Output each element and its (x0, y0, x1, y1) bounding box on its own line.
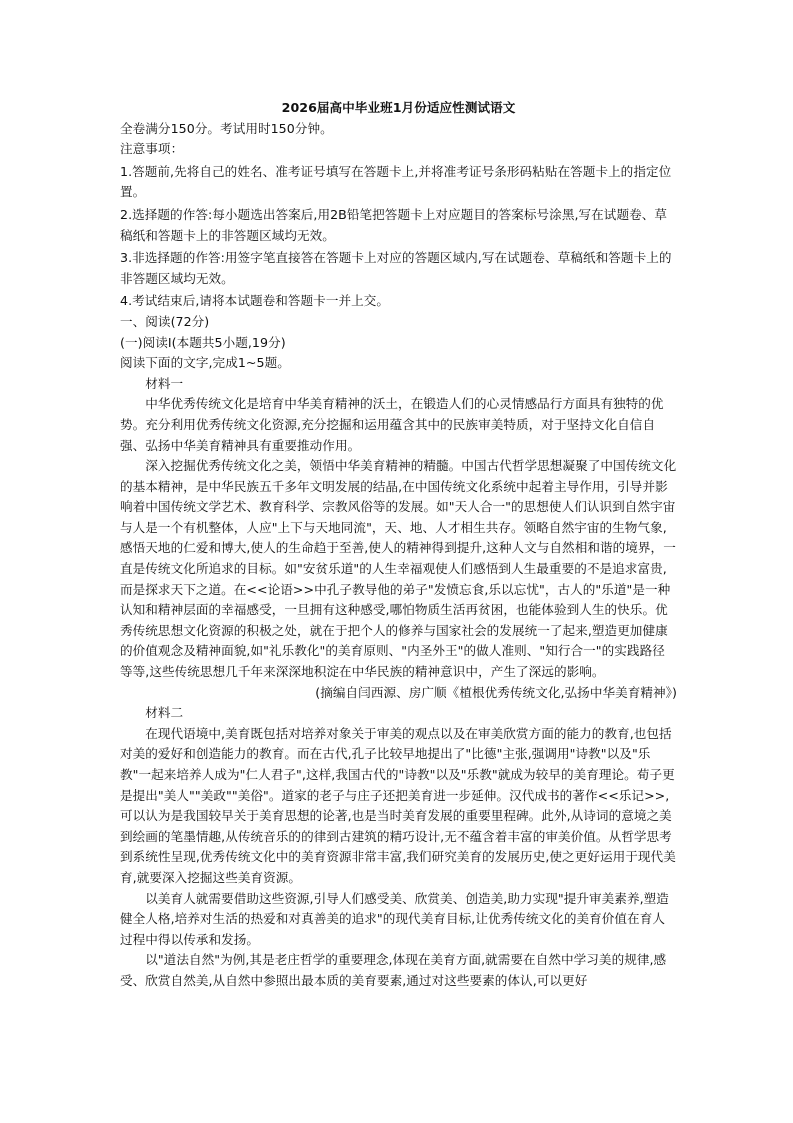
instruction-4: 4.考试结束后,请将本试题卷和答题卡一并上交。 (120, 293, 390, 309)
notes-heading: 注意事项： (120, 141, 184, 157)
score-time-line: 全卷满分150分。考试用时150分钟。 (120, 120, 333, 136)
section-heading: 一、阅读(72分) (120, 313, 210, 329)
instruction-1: 1.答题前,先将自己的姓名、准考证号填写在答题卡上,并将准考证号条形码粘贴在答题卡上的指定位置。 (120, 163, 672, 200)
exam-title: 2026届高中毕业班1月份适应性测试语文 (281, 100, 516, 115)
instruction-2: 2.选择题的作答:每小题选出答案后,用2B铅笔把答题卡上对应题目的答案标号涂黑,写在试题卷、草稿纸和答题卡上的非答题区域均无效。 (120, 206, 668, 243)
task-line: 阅读下面的文字,完成1~5题。 (120, 355, 290, 371)
material1-paragraph-1: 中华优秀传统文化是培育中华美育精神的沃土，在锻造人们的心灵情感品行方面具有独特的优势。充分利用优秀传统文化资源,充分挖掘和运用蕴含其中的民族审美特质，对于坚持文化自信自强、弘扬中华美育精神具有重要推动作用。 (120, 396, 664, 453)
material2-paragraph-3: 以"道法自然"为例,其是老庄哲学的重要理念,体现在美育方面,就需要在自然中学习美的规律,感受、欣赏自然美,从自然中参照出最本质的美育要素,通过对这些要素的体认,可以更好 (120, 952, 667, 988)
document-body (120, 98, 677, 992)
subsection-heading: (一)阅读Ⅰ(本题共5小题,19分) (120, 334, 286, 350)
material2-paragraph-1: 在现代语境中,美育既包括对培养对象关于审美的观点以及在审美欣赏方面的能力的教育,也包括对美的爱好和创造能力的教育。而在古代,孔子比较早地提出了"比德"主张,强调用"诗教"以及"乐教"一起来培养人成为"仁人君子",这样,我国古代的"诗教"以及"乐教"就成为较早的美育理论。荀子更是提出"美人""美政""美俗"。道家的老子与庄子还把美育进一步延伸。汉代成书的著作<<乐记>>,可以认为是我国较早关于美育思想的论著,也是当时美育发展的重要里程碑。此外,从诗词的意境之美到绘画的笔墨情趣,从传统音乐的的律到古建筑的精巧设计,无不蕴含着丰富的审美价值。从哲学思考到系统性呈现,优秀传统文化中的美育资源非常丰富,我们研究美育的发展历史,使之更好运用于现代美育,就要深入挖掘这些美育资源。 (120, 725, 676, 885)
material1-label: 材料一 (145, 375, 184, 391)
material2-paragraph-2: 以美育人就需要借助这些资源,引导人们感受美、欣赏美、创造美,助力实现"提升审美素养,塑造健全人格,培养对生活的热爱和对真善美的追求"的现代美育目标,让优秀传统文化的美育价值在育人过程中得以传承和发扬。 (120, 890, 669, 947)
material1-paragraph-2: 深入挖掘优秀传统文化之美，领悟中华美育精神的精髓。中国古代哲学思想凝聚了中国传统文化的基本精神，是中华民族五千多年文明发展的结晶,在中国传统文化系统中起着主导作用，引导并影响着中国传统文学艺术、教育科学、宗教风俗等的发展。如"天人合一"的思想使人们认识到自然宇宙与人是一个有机整体，人应"上下与天地同流"，天、地、人才相生共存。领略自然宇宙的生物气象,感悟天地的仁爱和博大,使人的生命趋于至善,使人的精神得到提升,这种人文与自然相和谐的境界，一直是传统文化所追求的目标。如"安贫乐道"的人生幸福观使人们感悟到人生最重要的不是追求富贵,而是探求天下之道。在<<论语>>中孔子教导他的弟子"发愤忘食,乐以忘忧"，古人的"乐道"是一种认知和精神层面的幸福感受，一旦拥有这种感受,哪怕物质生活再贫困，也能体验到人生的快乐。优秀传统思想文化资源的积极之处，就在于把个人的修养与国家社会的发展统一了起来,塑造更加健康的价值观念及精神面貌,如"礼乐教化"的美育原则、"内圣外王"的做人准则、"知行合一"的实践路径等等,这些传统思想几千年来深深地积淀在中华民族的精神意识中，产生了深远的影响。 (120, 458, 677, 680)
material1-source: (摘编自闫西源、房广顺《植根优秀传统文化,弘扬中华美育精神》) (315, 684, 677, 700)
instruction-3: 3.非选择题的作答:用签字笔直接答在答题卡上对应的答题区域内,写在试题卷、草稿纸和答题卡上的非答题区域均无效。 (120, 250, 672, 286)
material2-label: 材料二 (145, 705, 184, 721)
